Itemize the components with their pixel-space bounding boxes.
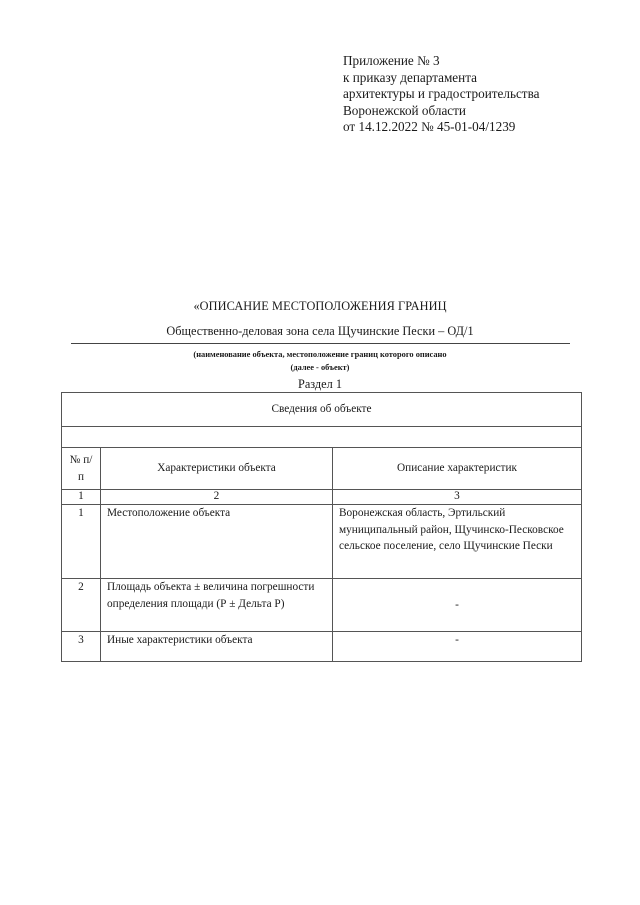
row-num: 1 <box>62 505 101 579</box>
table-empty-cell <box>62 427 582 448</box>
object-note-line: (далее - объект) <box>290 363 350 372</box>
header-description: Описание характеристик <box>333 448 582 490</box>
table-caption-row <box>62 393 582 427</box>
appendix-line: архитектуры и градостроительства <box>343 86 540 102</box>
document-title: «ОПИСАНИЕ МЕСТОПОЛОЖЕНИЯ ГРАНИЦ <box>193 299 447 313</box>
section-label: Раздел 1 <box>297 377 342 391</box>
row-characteristic: Площадь объекта ± величина погрешности определения площади (Р ± Дельта Р) <box>101 579 333 632</box>
row-description: Воронежская область, Эртильский муниципальный район, Щучинско-Песковское сельское поселение, село Щучинские Пески <box>333 505 582 579</box>
underline-divider <box>71 343 570 344</box>
appendix-line: Приложение № 3 <box>343 53 440 68</box>
row-description: - <box>333 579 582 632</box>
object-name: Общественно-деловая зона села Щучинские Пески – ОД/1 <box>166 324 474 338</box>
table-row <box>62 632 582 662</box>
row-characteristic: Местоположение объекта <box>101 505 333 579</box>
header-num: № п/п <box>62 448 101 490</box>
column-number-row <box>62 490 582 505</box>
table-spacer-row <box>62 427 582 448</box>
table-caption: Сведения об объекте <box>62 393 582 427</box>
row-num: 3 <box>62 632 101 662</box>
appendix-line: Воронежской области <box>343 102 466 118</box>
row-num: 2 <box>62 579 101 632</box>
header-characteristic: Характеристики объекта <box>101 448 333 490</box>
object-info-table <box>61 392 582 662</box>
object-note-line: (наименование объекта, местоположение границ которого описано <box>193 350 447 359</box>
appendix-line: к приказу департамента <box>343 69 477 85</box>
object-note <box>0 348 640 374</box>
appendix-line: от 14.12.2022 № 45-01-04/1239 <box>343 119 516 135</box>
table-row <box>62 579 582 632</box>
table-row <box>62 505 582 579</box>
column-number: 3 <box>333 490 582 505</box>
column-number: 2 <box>101 490 333 505</box>
appendix-block <box>343 53 539 136</box>
row-description: - <box>333 632 582 662</box>
column-number: 1 <box>62 490 101 505</box>
table-header-row <box>62 448 582 490</box>
row-characteristic: Иные характеристики объекта <box>101 632 333 662</box>
